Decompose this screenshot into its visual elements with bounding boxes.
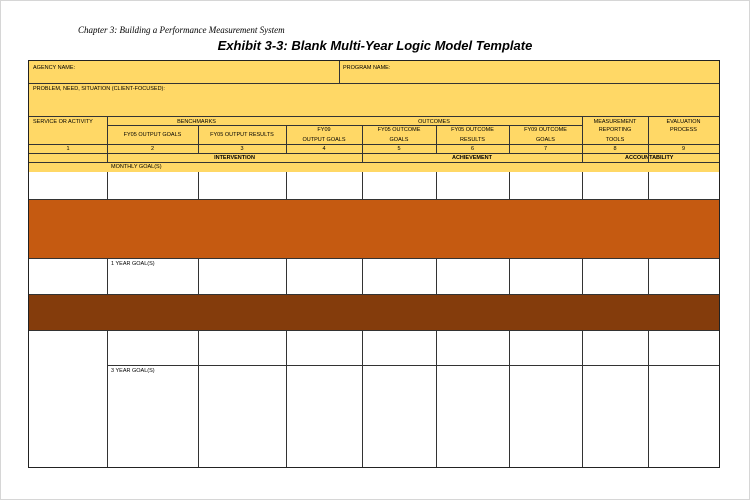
exhibit-title: Exhibit 3-3: Blank Multi-Year Logic Model Template	[217, 38, 533, 53]
three-year-goals-label: 3 YEAR GOAL(S)	[111, 368, 155, 374]
service-activity-header: SERVICE OR ACTIVITY	[33, 119, 93, 125]
accountability-label: ACCOUNTABILITY	[625, 155, 674, 161]
problem-cell[interactable]	[29, 83, 719, 116]
fy05-outcome-results-header-1: FY05 OUTCOME	[451, 127, 494, 133]
benchmarks-header: BENCHMARKS	[177, 119, 216, 125]
column-number: 8	[613, 146, 617, 152]
outcomes-header: OUTCOMES	[418, 119, 450, 125]
measurement-header-2: REPORTING	[598, 127, 632, 133]
agency-name-label: AGENCY NAME:	[33, 65, 76, 71]
fy05-outcome-goals-header-1: FY05 OUTCOME	[377, 127, 421, 133]
monthly-goals-label: MONTHLY GOAL(S)	[111, 164, 162, 170]
fy09-output-header-2: OUTPUT GOALS	[302, 137, 346, 143]
fy09-outcome-goals-header-2: GOALS	[536, 137, 555, 143]
column-number: 9	[681, 146, 686, 152]
agency-name-cell[interactable]	[29, 61, 339, 83]
chapter-heading: Chapter 3: Building a Performance Measurement System	[78, 25, 285, 35]
band-orange	[29, 199, 719, 258]
evaluation-header-1: EVALUATION	[666, 119, 701, 125]
one-year-goals-label: 1 YEAR GOAL(S)	[111, 261, 155, 267]
column-number: 4	[322, 146, 326, 152]
program-name-cell[interactable]	[339, 61, 719, 83]
fy05-output-goals-header: FY05 OUTPUT GOALS	[123, 132, 182, 138]
fy09-output-header-1: FY09	[317, 127, 331, 133]
fy05-outcome-results-header-2: RESULTS	[460, 137, 485, 143]
evaluation-header-2: PROCESS	[670, 127, 697, 133]
column-number: 3	[240, 146, 244, 152]
fy05-output-results-header: FY05 OUTPUT RESULTS	[210, 132, 274, 138]
column-number: 2	[150, 146, 155, 152]
program-name-label: PROGRAM NAME:	[343, 65, 391, 71]
fy05-outcome-goals-header-2: GOALS	[389, 137, 409, 143]
measurement-header-1: MEASUREMENT	[593, 119, 637, 125]
intervention-label: INTERVENTION	[214, 155, 255, 161]
column-number: 1	[66, 146, 70, 152]
column-number: 5	[397, 146, 401, 152]
problem-label: PROBLEM, NEED, SITUATION (CLIENT-FOCUSED):	[33, 86, 165, 92]
column-number: 6	[470, 146, 475, 152]
column-number: 7	[543, 146, 548, 152]
fy09-outcome-goals-header-1: FY09 OUTCOME	[524, 127, 567, 133]
logic-model-table	[28, 60, 720, 468]
achievement-label: ACHIEVEMENT	[451, 155, 493, 161]
band-brown	[29, 294, 719, 330]
measurement-header-3: TOOLS	[605, 137, 625, 143]
